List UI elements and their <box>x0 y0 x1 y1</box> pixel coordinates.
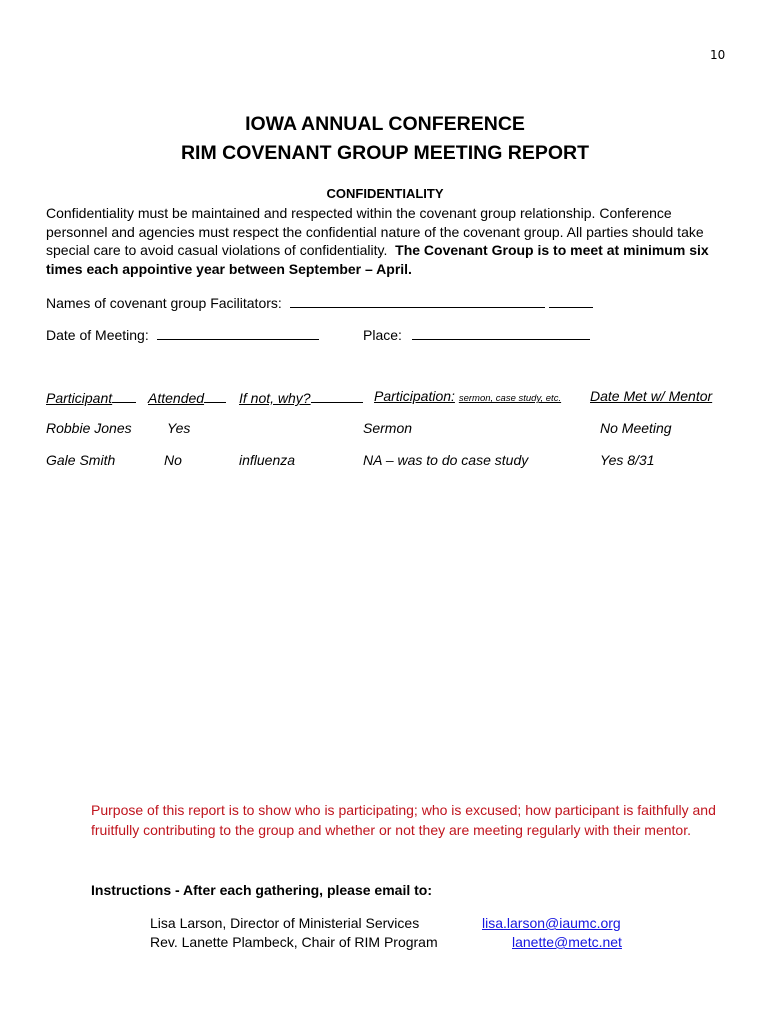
row1-participation: Sermon <box>363 420 413 436</box>
row2-why: influenza <box>239 452 296 468</box>
confidentiality-body <box>46 204 736 278</box>
header-if-not-why: If not, why? <box>239 388 363 406</box>
instructions-text: Instructions - After each gathering, please email to: <box>91 882 432 898</box>
header-participation-hint: sermon, case study, etc. <box>458 393 562 404</box>
title-line-1: IOWA ANNUAL CONFERENCE <box>245 113 525 135</box>
date-blank[interactable] <box>157 325 319 340</box>
title-line-2: RIM COVENANT GROUP MEETING REPORT <box>180 142 590 164</box>
header-attended: Attended <box>148 388 226 406</box>
place-label: Place: <box>363 327 402 343</box>
contact-2-name: Rev. Lanette Plambeck, Chair of RIM Program <box>150 934 438 950</box>
contact-1-email-link[interactable]: lisa.larson@iaumc.org <box>482 915 621 931</box>
place-row <box>363 325 590 343</box>
header-date-met: Date Met w/ Mentor <box>590 388 713 404</box>
header-participation: Participation: sermon, case study, etc. <box>374 388 562 404</box>
date-row <box>46 325 319 343</box>
row1-participant: Robbie Jones <box>46 420 132 436</box>
facilitators-label: Names of covenant group Facilitators: <box>46 295 282 311</box>
page-number: 10 <box>710 48 726 62</box>
confidentiality-bold-text: The Covenant Group is to meet at minimum six times each appointive year between September – April. <box>46 242 709 277</box>
row2-date-met: Yes 8/31 <box>600 452 655 468</box>
row1-attended: Yes <box>167 420 191 436</box>
confidentiality-heading: CONFIDENTIALITY <box>326 186 444 201</box>
place-blank[interactable] <box>412 325 590 340</box>
confidentiality-text: Confidentiality must be maintained and respected within the covenant group relationship. Conference personnel and agencies must respect the confidential nature of the covenant group. All parties should take special care to avoid casual violations of confidentiality. <box>46 205 704 258</box>
row2-attended: No <box>164 452 182 468</box>
purpose-text: Purpose of this report is to show who is participating; who is excused; how participant is faithfully and fruitfully contributing to the group and whether or not they are meeting regularly with their mentor. <box>91 802 716 838</box>
facilitators-blank-2[interactable] <box>549 293 593 308</box>
row1-date-met: No Meeting <box>600 420 672 436</box>
contact-2-email-link[interactable]: lanette@metc.net <box>512 934 622 950</box>
facilitators-blank[interactable] <box>290 293 545 308</box>
date-label: Date of Meeting: <box>46 327 149 343</box>
contact-1-name: Lisa Larson, Director of Ministerial Services <box>150 915 420 931</box>
row2-participation: NA – was to do case study <box>363 452 529 468</box>
facilitators-row <box>46 293 593 311</box>
row2-participant: Gale Smith <box>46 452 116 468</box>
header-participant: Participant <box>46 388 136 406</box>
